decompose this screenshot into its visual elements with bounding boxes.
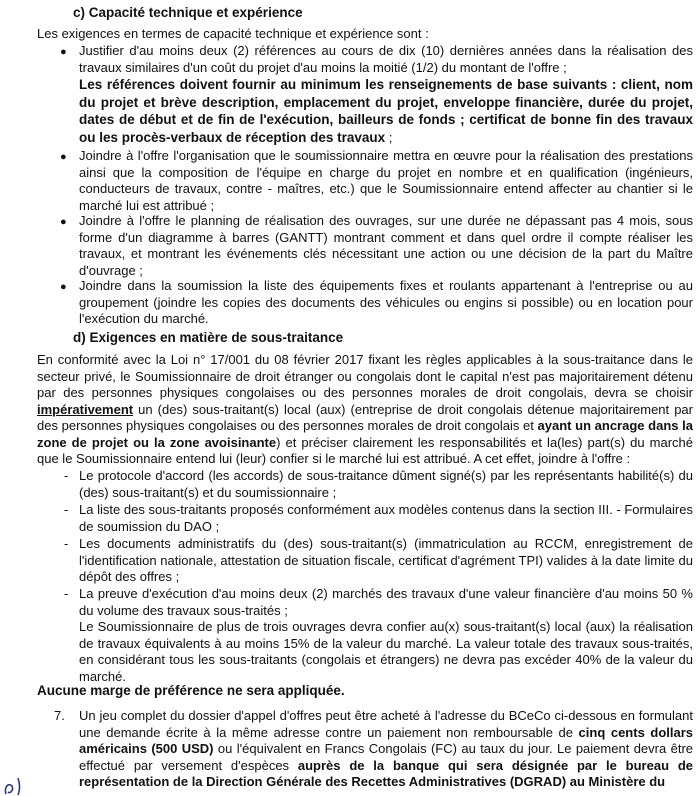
item-7-number: 7. <box>54 708 65 723</box>
bullet-marker: ● <box>60 281 67 293</box>
dash-preuve: La preuve d'exécution d'au moins deux (2) marchés des travaux d'une valeur financière d'au moins 50 % du volume des travaux sous-traités ; <box>79 586 693 618</box>
item-7-paragraph <box>79 708 693 791</box>
section-d-text-a: En conformité avec la Loi n° 17/001 du 08 février 2017 fixant les règles applicables à la sous-traitance dans le secteur privé, le Soumissionnaire de droit étranger ou congolais dont le capital n'est pas majoritairement détenu par des personnes physiques congolaises ou des personnes morales de droit congolais, devra se choisir <box>37 352 693 400</box>
dash-documents: Les documents administratifs du (des) sous-traitant(s) (immatriculation au RCCM, enregistrement de l'identification nationale, attestation de situation fiscale, certificat d'agrément TPI) valides à la date limite du dépôt des offres ; <box>79 536 693 584</box>
item-7-bank: auprès de la banque qui sera désignée par le bureau de représentation de la Direction Générale des Recettes Administratives (DGRAD) au Ministère du <box>79 757 693 789</box>
handwritten-mark <box>2 770 32 796</box>
bullet-organisation: Joindre à l'offre l'organisation que le soumissionnaire mettra en œuvre pour la réalisation des prestations ainsi que la composition de l'équipe en charge du projet en nombre et en qualification (ingénieurs, conducteurs de travaux, contre - maîtres, etc.) que le Soumissionnaire entend affecter au chantier si le marché lui est attribué ; <box>79 148 693 213</box>
section-d-text-ancrage: ayant un ancrage dans la zone de projet ou la zone avoisinante <box>37 418 693 450</box>
bullet-references-text: Justifier d'au moins deux (2) références au cours de dix (10) dernières années dans la réalisation des travaux similaires d'un coût du projet d'au moins la moitié (1/2) du montant de l'offre ; <box>79 43 693 75</box>
bullet-planning: Joindre à l'offre le planning de réalisation des ouvrages, sur une durée ne dépassant pas 4 mois, sous forme d'un diagramme à barres (GANTT) montrant comment et dans quel ordre il compte réaliser les travaux, et montrant les événements clés nécessitant une action ou une décision de la part du Maître d'ouvrage ; <box>79 213 693 278</box>
section-d-text-c: un (des) sous-traitant(s) local (aux) (entreprise de droit congolais détenue majoritairement par des personnes physiques congolaises ou des personnes morales de droit congolais et <box>37 401 693 433</box>
item-7-amount: cinq cents dollars américains (500 USD) <box>79 724 693 756</box>
section-d-paragraph <box>37 352 693 468</box>
bullet-marker: ● <box>60 216 67 228</box>
bullet-references-bold: Les références doivent fournir au minimum les renseignements de base suivants : client, nom du projet et brève description, emplacement du projet, enveloppe financière, durée du projet, dates de début et de fin de l'exécution, bailleurs de fonds ; certificat de bonne fin des travaux ou les procès-verbaux de réception des travaux <box>79 77 693 145</box>
dash-marker: - <box>64 586 69 601</box>
section-d-heading: d) Exigences en matière de sous-traitance <box>73 330 344 345</box>
section-d-text-imperative: impérativement <box>37 401 134 417</box>
dash-marker: - <box>64 468 69 483</box>
bullet-equipements: Joindre dans la soumission la liste des équipements fixes et roulants appartenant à l'entreprise ou au groupement (joindre les copies des documents des véhicules ou engins si possible) ou en location pour l'exécution du marché. <box>79 278 693 326</box>
bullet-references-end: ; <box>385 129 393 145</box>
bullet-marker: ● <box>60 151 67 163</box>
item-7-text-1: Un jeu complet du dossier d'appel d'offres peut être acheté à l'adresse du BCeCo ci-dessous en formulant une demande écrite à la même adresse contre un paiement non remboursable de <box>79 708 693 740</box>
item-7-text-2: ou l'équivalent en Francs Congolais (FC) au taux du jour. Le paiement devra être effectué par versement d'espèces <box>79 741 694 773</box>
bullet-references <box>79 43 693 146</box>
dash-marker: - <box>64 536 69 551</box>
section-d-text-e: ) et préciser clairement les responsabilités et la(les) part(s) du marché que le Soumissionnaire entend lui (leur) confier si le marché lui est attribué. A cet effet, joindre à l'offre : <box>37 434 693 466</box>
bullet-marker: ● <box>60 46 67 58</box>
section-c-heading: c) Capacité technique et expérience <box>73 5 303 20</box>
section-c-intro: Les exigences en termes de capacité technique et expérience sont : <box>37 26 429 41</box>
dash-liste: La liste des sous-traitants proposés conformément aux modèles contenus dans la section III. - Formulaires de soumission du DAO ; <box>79 502 693 534</box>
no-margin-statement: Aucune marge de préférence ne sera appliquée. <box>37 683 345 698</box>
dash-marker: - <box>64 502 69 517</box>
dash-preuve-continuation: Le Soumissionnaire de plus de trois ouvrages devra confier au(x) sous-traitant(s) local (aux) la réalisation de travaux équivalents à au moins 15% de la valeur du marché. La valeur totale des travaux sous-traités, en considérant tous les sous-traitants (congolais et étrangers) ne devra pas excéder 40% de la valeur du marché. <box>79 619 693 684</box>
dash-protocole: Le protocole d'accord (les accords) de sous-traitance dûment signé(s) par les représentants habilité(s) du (des) sous-traitant(s) et du soumissionnaire ; <box>79 468 693 500</box>
